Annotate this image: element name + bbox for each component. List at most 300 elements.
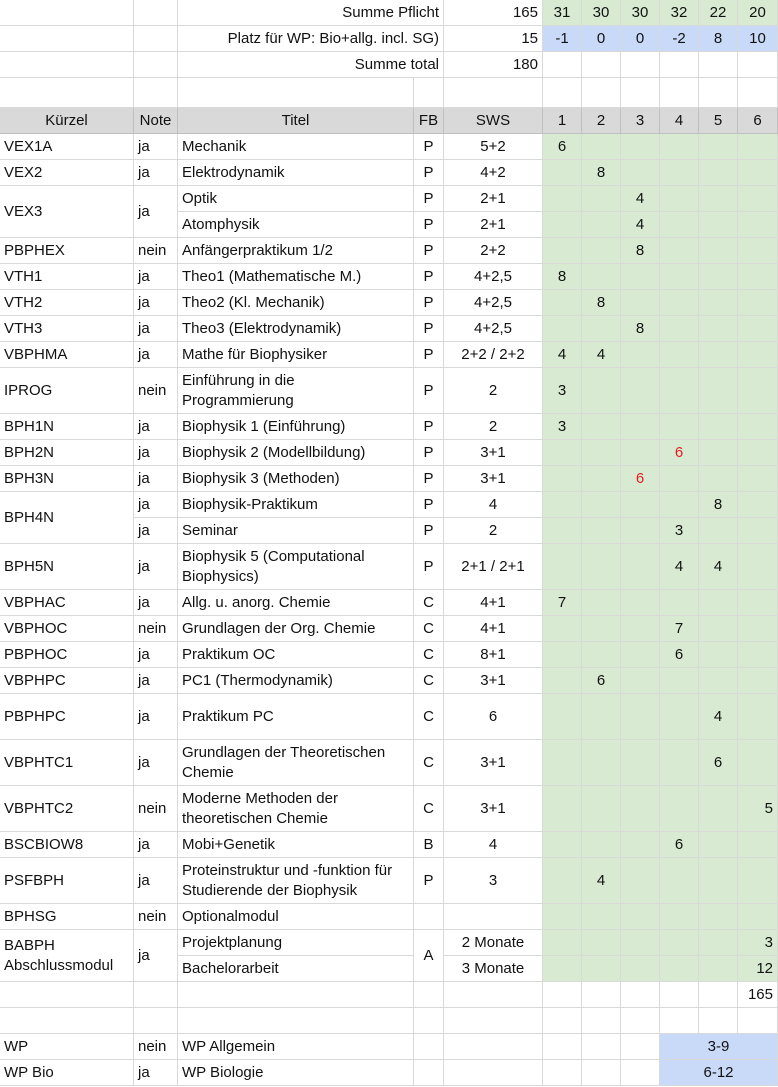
- kuerzel-cell[interactable]: VTH3: [0, 316, 134, 342]
- sem-1-cell[interactable]: 3: [543, 368, 582, 414]
- empty-cell[interactable]: [0, 78, 134, 108]
- titel-cell[interactable]: Elektrodynamik: [178, 160, 414, 186]
- sem-3-cell[interactable]: [621, 740, 660, 786]
- sem-2-cell[interactable]: [582, 956, 621, 982]
- empty-cell[interactable]: [582, 982, 621, 1008]
- note-cell[interactable]: ja: [134, 440, 178, 466]
- kuerzel-cell[interactable]: VBPHTC1: [0, 740, 134, 786]
- sem-6-cell[interactable]: [738, 368, 778, 414]
- titel-cell[interactable]: Biophysik 1 (Einführung): [178, 414, 414, 440]
- sem-6-cell[interactable]: [738, 160, 778, 186]
- sws-cell[interactable]: 4+2,5: [444, 290, 543, 316]
- sem-2-cell[interactable]: [582, 642, 621, 668]
- empty-cell[interactable]: [582, 1060, 621, 1086]
- sws-cell[interactable]: 4: [444, 492, 543, 518]
- sem-1-cell[interactable]: [543, 786, 582, 832]
- fb-cell[interactable]: P: [414, 290, 444, 316]
- kuerzel-cell[interactable]: BPH5N: [0, 544, 134, 590]
- sem-4-cell[interactable]: [660, 134, 699, 160]
- sem-2-cell[interactable]: [582, 786, 621, 832]
- sem-4-cell[interactable]: [660, 160, 699, 186]
- sem-4-cell[interactable]: [660, 414, 699, 440]
- sem-1-cell[interactable]: [543, 832, 582, 858]
- sem-4-cell[interactable]: [660, 466, 699, 492]
- sem-4-cell[interactable]: [660, 342, 699, 368]
- empty-cell[interactable]: [134, 1008, 178, 1034]
- titel-cell[interactable]: Projektplanung: [178, 930, 414, 956]
- kuerzel-cell[interactable]: VBPHMA: [0, 342, 134, 368]
- sem-5-cell[interactable]: [699, 832, 738, 858]
- empty-cell[interactable]: [134, 0, 178, 26]
- sem-2-cell[interactable]: [582, 264, 621, 290]
- kuerzel-cell[interactable]: VEX3: [0, 186, 134, 238]
- summe-total-label[interactable]: Summe total: [178, 52, 444, 78]
- sem-5-cell[interactable]: [699, 930, 738, 956]
- sem-3-cell[interactable]: [621, 904, 660, 930]
- sem-4-cell[interactable]: [660, 368, 699, 414]
- empty-cell[interactable]: [444, 1008, 543, 1034]
- note-cell[interactable]: ja: [134, 518, 178, 544]
- note-cell[interactable]: ja: [134, 186, 178, 238]
- titel-cell[interactable]: Biophysik 2 (Modellbildung): [178, 440, 414, 466]
- sws-cell[interactable]: 4: [444, 832, 543, 858]
- fb-cell[interactable]: P: [414, 858, 444, 904]
- empty-cell[interactable]: [660, 1008, 699, 1034]
- wp-kuerzel-cell[interactable]: WP: [0, 1034, 134, 1060]
- sem-1-cell[interactable]: [543, 440, 582, 466]
- sem-2-cell[interactable]: [582, 414, 621, 440]
- wp-note-cell[interactable]: nein: [134, 1034, 178, 1060]
- wp-note-cell[interactable]: ja: [134, 1060, 178, 1086]
- sem-2-cell[interactable]: [582, 694, 621, 740]
- sem-4-cell[interactable]: 3: [660, 518, 699, 544]
- empty-cell[interactable]: [134, 26, 178, 52]
- sem-6-cell[interactable]: [738, 518, 778, 544]
- sem-4-cell[interactable]: 6: [660, 832, 699, 858]
- kuerzel-cell[interactable]: VBPHAC: [0, 590, 134, 616]
- sem-5-cell[interactable]: [699, 858, 738, 904]
- summe-total-value[interactable]: 180: [444, 52, 543, 78]
- empty-cell[interactable]: [660, 52, 699, 78]
- sem-5-cell[interactable]: [699, 264, 738, 290]
- fb-cell[interactable]: C: [414, 590, 444, 616]
- sem-3-cell[interactable]: [621, 492, 660, 518]
- note-cell[interactable]: ja: [134, 342, 178, 368]
- fb-cell[interactable]: C: [414, 740, 444, 786]
- note-cell[interactable]: nein: [134, 616, 178, 642]
- titel-cell[interactable]: Bachelorarbeit: [178, 956, 414, 982]
- sem-4-cell[interactable]: [660, 904, 699, 930]
- empty-cell[interactable]: [178, 982, 414, 1008]
- sem-1-cell[interactable]: 6: [543, 134, 582, 160]
- sem-6-cell[interactable]: [738, 238, 778, 264]
- sem-6-cell[interactable]: [738, 264, 778, 290]
- sem-3-cell[interactable]: [621, 590, 660, 616]
- empty-cell[interactable]: [414, 1034, 444, 1060]
- sem-6-cell[interactable]: [738, 740, 778, 786]
- titel-cell[interactable]: Proteinstruktur und -funktion für Studierende der Biophysik: [178, 858, 414, 904]
- empty-cell[interactable]: [0, 1008, 134, 1034]
- empty-cell[interactable]: [0, 26, 134, 52]
- empty-cell[interactable]: [0, 0, 134, 26]
- sem-3-cell[interactable]: [621, 342, 660, 368]
- kuerzel-cell[interactable]: VTH1: [0, 264, 134, 290]
- empty-cell[interactable]: [582, 52, 621, 78]
- titel-cell[interactable]: Einführung in die Programmierung: [178, 368, 414, 414]
- sem-3-cell[interactable]: [621, 858, 660, 904]
- sws-cell[interactable]: 2: [444, 414, 543, 440]
- sem-3-cell[interactable]: [621, 642, 660, 668]
- kuerzel-cell[interactable]: BPH1N: [0, 414, 134, 440]
- sem-1-cell[interactable]: [543, 694, 582, 740]
- empty-cell[interactable]: [543, 78, 582, 108]
- note-cell[interactable]: ja: [134, 466, 178, 492]
- note-cell[interactable]: ja: [134, 832, 178, 858]
- sem-4-cell[interactable]: 6: [660, 642, 699, 668]
- fb-cell[interactable]: C: [414, 642, 444, 668]
- header-sem-4[interactable]: 4: [660, 108, 699, 134]
- sem-4-cell[interactable]: [660, 316, 699, 342]
- titel-cell[interactable]: Praktikum OC: [178, 642, 414, 668]
- header-fb[interactable]: FB: [414, 108, 444, 134]
- sem-4-cell[interactable]: [660, 212, 699, 238]
- sem-5-cell[interactable]: 6: [699, 740, 738, 786]
- sem-5-cell[interactable]: 4: [699, 544, 738, 590]
- sem-2-cell[interactable]: [582, 368, 621, 414]
- platz-wp-sem-3[interactable]: 0: [621, 26, 660, 52]
- titel-cell[interactable]: Optionalmodul: [178, 904, 414, 930]
- sem-1-cell[interactable]: 7: [543, 590, 582, 616]
- sem-5-cell[interactable]: [699, 186, 738, 212]
- sem-1-cell[interactable]: [543, 904, 582, 930]
- header-sem-3[interactable]: 3: [621, 108, 660, 134]
- kuerzel-cell[interactable]: BPH2N: [0, 440, 134, 466]
- empty-cell[interactable]: [699, 52, 738, 78]
- sem-3-cell[interactable]: [621, 134, 660, 160]
- sem-2-cell[interactable]: [582, 904, 621, 930]
- sem-3-cell[interactable]: [621, 956, 660, 982]
- wp-titel-cell[interactable]: WP Allgemein: [178, 1034, 414, 1060]
- sem-2-cell[interactable]: [582, 590, 621, 616]
- sem-2-cell[interactable]: [582, 238, 621, 264]
- sem-2-cell[interactable]: 8: [582, 160, 621, 186]
- note-cell[interactable]: ja: [134, 930, 178, 982]
- titel-cell[interactable]: Allg. u. anorg. Chemie: [178, 590, 414, 616]
- sem-2-cell[interactable]: [582, 134, 621, 160]
- wp-kuerzel-cell[interactable]: WP Bio: [0, 1060, 134, 1086]
- kuerzel-cell[interactable]: VEX2: [0, 160, 134, 186]
- sem-6-cell[interactable]: [738, 694, 778, 740]
- sem-5-cell[interactable]: [699, 368, 738, 414]
- header-sem-6[interactable]: 6: [738, 108, 778, 134]
- kuerzel-cell[interactable]: VBPHPC: [0, 668, 134, 694]
- fb-cell[interactable]: P: [414, 368, 444, 414]
- titel-cell[interactable]: Grundlagen der Theoretischen Chemie: [178, 740, 414, 786]
- titel-cell[interactable]: Grundlagen der Org. Chemie: [178, 616, 414, 642]
- sem-4-cell[interactable]: 7: [660, 616, 699, 642]
- fb-cell[interactable]: P: [414, 518, 444, 544]
- kuerzel-cell[interactable]: VEX1A: [0, 134, 134, 160]
- sem-5-cell[interactable]: [699, 642, 738, 668]
- note-cell[interactable]: ja: [134, 740, 178, 786]
- empty-cell[interactable]: [414, 982, 444, 1008]
- sem-5-cell[interactable]: [699, 290, 738, 316]
- sem-3-cell[interactable]: [621, 668, 660, 694]
- sem-3-cell[interactable]: [621, 264, 660, 290]
- platz-wp-label[interactable]: Platz für WP: Bio+allg. incl. SG): [178, 26, 444, 52]
- sem-1-cell[interactable]: 3: [543, 414, 582, 440]
- sem-5-cell[interactable]: [699, 212, 738, 238]
- sws-cell[interactable]: 2+1 / 2+1: [444, 544, 543, 590]
- sem-6-cell[interactable]: [738, 466, 778, 492]
- sem-1-cell[interactable]: [543, 238, 582, 264]
- sem-1-cell[interactable]: [543, 492, 582, 518]
- empty-cell[interactable]: [444, 1060, 543, 1086]
- sem-6-cell[interactable]: [738, 544, 778, 590]
- sem-1-cell[interactable]: [543, 290, 582, 316]
- fb-cell[interactable]: B: [414, 832, 444, 858]
- note-cell[interactable]: ja: [134, 414, 178, 440]
- empty-cell[interactable]: [543, 1008, 582, 1034]
- kuerzel-cell[interactable]: VBPHOC: [0, 616, 134, 642]
- sem-6-cell[interactable]: [738, 590, 778, 616]
- fb-cell[interactable]: P: [414, 492, 444, 518]
- sem-3-cell[interactable]: 8: [621, 316, 660, 342]
- empty-cell[interactable]: [134, 982, 178, 1008]
- sem-5-cell[interactable]: [699, 466, 738, 492]
- sws-cell[interactable]: 2+1: [444, 186, 543, 212]
- sem-3-cell[interactable]: [621, 694, 660, 740]
- titel-cell[interactable]: Praktikum PC: [178, 694, 414, 740]
- sws-cell[interactable]: 4+1: [444, 590, 543, 616]
- empty-cell[interactable]: [660, 982, 699, 1008]
- kuerzel-cell[interactable]: BPHSG: [0, 904, 134, 930]
- empty-cell[interactable]: [444, 1034, 543, 1060]
- titel-cell[interactable]: Atomphysik: [178, 212, 414, 238]
- empty-cell[interactable]: [582, 78, 621, 108]
- titel-cell[interactable]: Theo1 (Mathematische M.): [178, 264, 414, 290]
- empty-cell[interactable]: [582, 1034, 621, 1060]
- summe-pflicht-total[interactable]: 165: [444, 0, 543, 26]
- titel-cell[interactable]: Optik: [178, 186, 414, 212]
- sem-4-cell[interactable]: [660, 264, 699, 290]
- sem-3-cell[interactable]: [621, 786, 660, 832]
- sws-cell[interactable]: 3+1: [444, 786, 543, 832]
- sem-5-cell[interactable]: 4: [699, 694, 738, 740]
- sws-cell[interactable]: 3+1: [444, 440, 543, 466]
- note-cell[interactable]: nein: [134, 904, 178, 930]
- summe-pflicht-sem-2[interactable]: 30: [582, 0, 621, 26]
- sem-2-cell[interactable]: 6: [582, 668, 621, 694]
- fb-cell[interactable]: P: [414, 414, 444, 440]
- fb-cell[interactable]: C: [414, 616, 444, 642]
- titel-cell[interactable]: Biophysik 5 (Computational Biophysics): [178, 544, 414, 590]
- sem-4-cell[interactable]: [660, 668, 699, 694]
- kuerzel-cell[interactable]: VTH2: [0, 290, 134, 316]
- header-titel[interactable]: Titel: [178, 108, 414, 134]
- sem-5-cell[interactable]: [699, 956, 738, 982]
- titel-cell[interactable]: Mathe für Biophysiker: [178, 342, 414, 368]
- empty-cell[interactable]: [621, 1008, 660, 1034]
- sem-3-cell[interactable]: [621, 290, 660, 316]
- sem-6-cell[interactable]: [738, 904, 778, 930]
- sem-5-cell[interactable]: [699, 518, 738, 544]
- note-cell[interactable]: ja: [134, 134, 178, 160]
- sum-value[interactable]: 165: [738, 982, 778, 1008]
- sws-cell[interactable]: 5+2: [444, 134, 543, 160]
- fb-cell[interactable]: C: [414, 694, 444, 740]
- empty-cell[interactable]: [699, 78, 738, 108]
- empty-cell[interactable]: [543, 1060, 582, 1086]
- sem-6-cell[interactable]: [738, 668, 778, 694]
- sem-6-cell[interactable]: [738, 186, 778, 212]
- fb-cell[interactable]: P: [414, 544, 444, 590]
- sem-1-cell[interactable]: 8: [543, 264, 582, 290]
- sem-2-cell[interactable]: [582, 616, 621, 642]
- sem-6-cell[interactable]: [738, 858, 778, 904]
- empty-cell[interactable]: [414, 1008, 444, 1034]
- sem-6-cell[interactable]: [738, 342, 778, 368]
- sws-cell[interactable]: 2+2 / 2+2: [444, 342, 543, 368]
- sem-1-cell[interactable]: [543, 316, 582, 342]
- sem-1-cell[interactable]: 4: [543, 342, 582, 368]
- kuerzel-cell[interactable]: BSCBIOW8: [0, 832, 134, 858]
- sem-2-cell[interactable]: [582, 466, 621, 492]
- sem-3-cell[interactable]: [621, 544, 660, 590]
- summe-pflicht-sem-3[interactable]: 30: [621, 0, 660, 26]
- sws-cell[interactable]: 3 Monate: [444, 956, 543, 982]
- sem-6-cell[interactable]: [738, 290, 778, 316]
- fb-cell[interactable]: [414, 904, 444, 930]
- sws-cell[interactable]: 4+2,5: [444, 316, 543, 342]
- sws-cell[interactable]: 3+1: [444, 740, 543, 786]
- sem-4-cell[interactable]: [660, 186, 699, 212]
- summe-pflicht-sem-1[interactable]: 31: [543, 0, 582, 26]
- empty-cell[interactable]: [178, 78, 414, 108]
- sem-5-cell[interactable]: [699, 668, 738, 694]
- sem-1-cell[interactable]: [543, 956, 582, 982]
- sem-6-cell[interactable]: [738, 414, 778, 440]
- sem-4-cell[interactable]: [660, 858, 699, 904]
- note-cell[interactable]: ja: [134, 544, 178, 590]
- sem-3-cell[interactable]: 8: [621, 238, 660, 264]
- kuerzel-cell[interactable]: PBPHOC: [0, 642, 134, 668]
- empty-cell[interactable]: [699, 1008, 738, 1034]
- sem-5-cell[interactable]: [699, 786, 738, 832]
- sem-2-cell[interactable]: [582, 832, 621, 858]
- fb-cell[interactable]: C: [414, 668, 444, 694]
- sem-1-cell[interactable]: [543, 160, 582, 186]
- note-cell[interactable]: ja: [134, 642, 178, 668]
- note-cell[interactable]: ja: [134, 668, 178, 694]
- kuerzel-cell[interactable]: IPROG: [0, 368, 134, 414]
- sem-2-cell[interactable]: [582, 316, 621, 342]
- header-kuerzel[interactable]: Kürzel: [0, 108, 134, 134]
- sem-4-cell[interactable]: [660, 694, 699, 740]
- sem-5-cell[interactable]: [699, 590, 738, 616]
- sem-4-cell[interactable]: [660, 590, 699, 616]
- note-cell[interactable]: nein: [134, 786, 178, 832]
- sem-4-cell[interactable]: [660, 956, 699, 982]
- empty-cell[interactable]: [738, 78, 778, 108]
- sem-5-cell[interactable]: [699, 440, 738, 466]
- note-cell[interactable]: ja: [134, 160, 178, 186]
- note-cell[interactable]: nein: [134, 238, 178, 264]
- platz-wp-sem-5[interactable]: 8: [699, 26, 738, 52]
- sws-cell[interactable]: 3+1: [444, 466, 543, 492]
- note-cell[interactable]: ja: [134, 264, 178, 290]
- fb-cell[interactable]: C: [414, 786, 444, 832]
- sem-5-cell[interactable]: [699, 160, 738, 186]
- empty-cell[interactable]: [0, 982, 134, 1008]
- kuerzel-cell[interactable]: BPH3N: [0, 466, 134, 492]
- sem-3-cell[interactable]: [621, 930, 660, 956]
- sem-2-cell[interactable]: [582, 930, 621, 956]
- sws-cell[interactable]: 2: [444, 368, 543, 414]
- sws-cell[interactable]: 2: [444, 518, 543, 544]
- empty-cell[interactable]: [134, 52, 178, 78]
- empty-cell[interactable]: [134, 78, 178, 108]
- titel-cell[interactable]: Theo2 (Kl. Mechanik): [178, 290, 414, 316]
- sem-4-cell[interactable]: [660, 492, 699, 518]
- note-cell[interactable]: ja: [134, 290, 178, 316]
- sem-5-cell[interactable]: [699, 904, 738, 930]
- header-note[interactable]: Note: [134, 108, 178, 134]
- sws-cell[interactable]: 2+2: [444, 238, 543, 264]
- empty-cell[interactable]: [0, 52, 134, 78]
- sem-6-cell[interactable]: [738, 492, 778, 518]
- sem-3-cell[interactable]: [621, 518, 660, 544]
- sws-cell[interactable]: 2 Monate: [444, 930, 543, 956]
- sem-4-cell[interactable]: [660, 930, 699, 956]
- sem-6-cell[interactable]: [738, 616, 778, 642]
- empty-cell[interactable]: [178, 1008, 414, 1034]
- empty-cell[interactable]: [414, 78, 444, 108]
- kuerzel-cell[interactable]: PBPHPC: [0, 694, 134, 740]
- kuerzel-cell[interactable]: VBPHTC2: [0, 786, 134, 832]
- sws-cell[interactable]: 6: [444, 694, 543, 740]
- note-cell[interactable]: ja: [134, 694, 178, 740]
- sem-6-cell[interactable]: [738, 316, 778, 342]
- sem-4-cell[interactable]: [660, 740, 699, 786]
- sem-4-cell[interactable]: [660, 290, 699, 316]
- fb-cell[interactable]: P: [414, 238, 444, 264]
- empty-cell[interactable]: [444, 78, 543, 108]
- sws-cell[interactable]: 4+2,5: [444, 264, 543, 290]
- sem-4-cell[interactable]: 6: [660, 440, 699, 466]
- sem-3-cell[interactable]: [621, 616, 660, 642]
- platz-wp-sem-1[interactable]: -1: [543, 26, 582, 52]
- sem-6-cell[interactable]: 12: [738, 956, 778, 982]
- titel-cell[interactable]: Mechanik: [178, 134, 414, 160]
- platz-wp-sem-4[interactable]: -2: [660, 26, 699, 52]
- sem-5-cell[interactable]: [699, 342, 738, 368]
- fb-cell[interactable]: P: [414, 160, 444, 186]
- sem-5-cell[interactable]: [699, 134, 738, 160]
- note-cell[interactable]: ja: [134, 492, 178, 518]
- sem-3-cell[interactable]: [621, 414, 660, 440]
- titel-cell[interactable]: PC1 (Thermodynamik): [178, 668, 414, 694]
- sem-3-cell[interactable]: [621, 440, 660, 466]
- sem-4-cell[interactable]: [660, 786, 699, 832]
- empty-cell[interactable]: [543, 982, 582, 1008]
- fb-cell[interactable]: P: [414, 186, 444, 212]
- wp-titel-cell[interactable]: WP Biologie: [178, 1060, 414, 1086]
- fb-cell[interactable]: P: [414, 212, 444, 238]
- sws-cell[interactable]: [444, 904, 543, 930]
- sem-2-cell[interactable]: 8: [582, 290, 621, 316]
- header-sem-5[interactable]: 5: [699, 108, 738, 134]
